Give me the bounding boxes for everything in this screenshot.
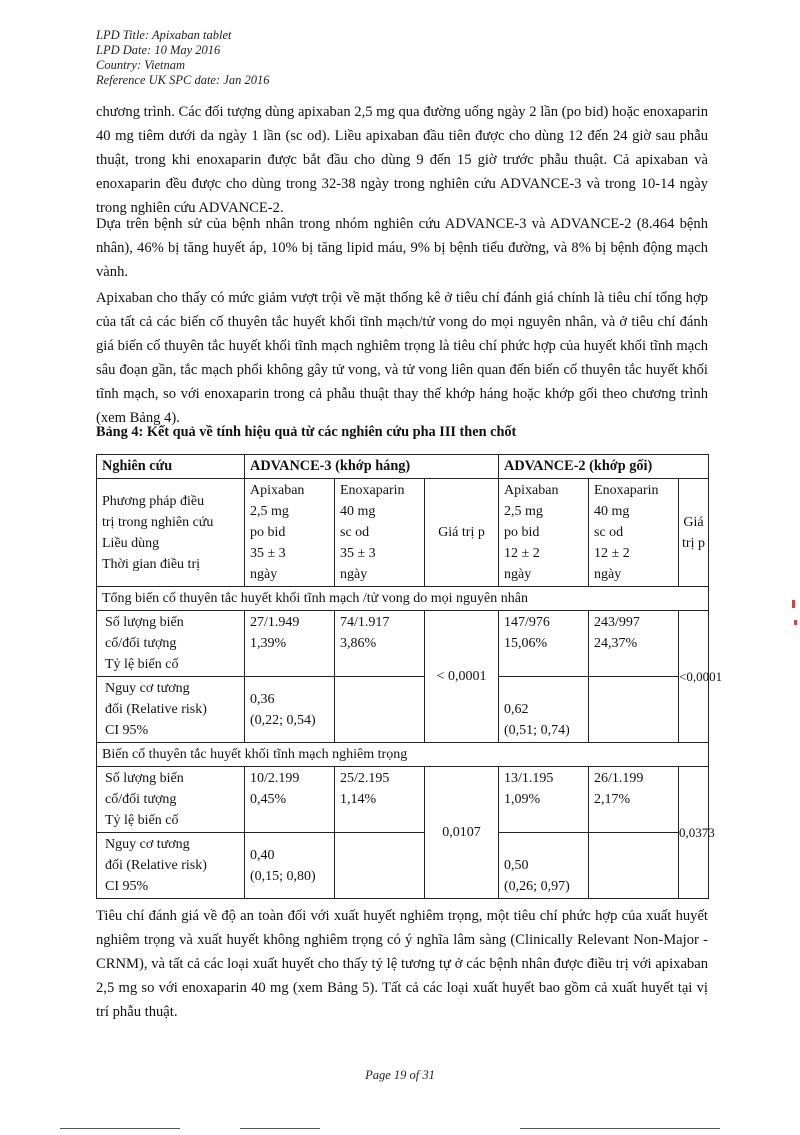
- relative-risk-label: Nguy cơ tương đối (Relative risk) CI 95%: [97, 833, 245, 899]
- section-row-total-vte: [97, 587, 709, 611]
- paragraph-safety: Tiêu chí đánh giá về độ an toàn đối với xuất huyết nghiêm trọng, một tiêu chí phức hợp của xuất huyết nghiêm trọng và xuất huyết không nghiêm trọng có ý nghĩa lâm sàng (Clinically Relevant Non-Major - CRNM), và tất cả các loại xuất huyết cho thấy tỷ lệ tương tự ở các bệnh nhân được điều trị với apixaban 2,5 mg so với enoxaparin 40 mg (xem Bảng 5). Tất cả các loại xuất huyết bao gồm cả xuất huyết tại vị trí phẫu thuật.: [96, 908, 708, 1020]
- scan-margin-mark: [792, 600, 795, 608]
- s2-adv3-apixaban-events: 10/2.199 0,45%: [245, 767, 335, 833]
- adv2-pvalue-label: Giá trị p: [679, 479, 709, 587]
- s1-adv3-enoxaparin-events: 74/1.917 3,86%: [335, 611, 425, 677]
- s1-adv3-relative-risk: 0,36 (0,22; 0,54): [245, 677, 335, 743]
- events-label: Số lượng biến cố/đối tượng Tỷ lệ biến cố: [97, 767, 245, 833]
- page-number: Page 19 of 31: [365, 1068, 435, 1082]
- s2-adv3-enoxaparin-events: 25/2.195 1,14%: [335, 767, 425, 833]
- s2-adv2-pvalue: 0,0373: [679, 767, 709, 899]
- s1-adv2-empty: [589, 677, 679, 743]
- header-advance-2: ADVANCE-2 (khớp gối): [499, 455, 709, 479]
- paragraph-efficacy-results: Apixaban cho thấy có mức giảm vượt trội về mặt thống kê ở tiêu chí đánh giá chính là tiêu chí tổng hợp của tất cả các biến cố thuyên tắc huyết khối tĩnh mạch/tử vong do mọi nguyên nhân, và ở tiêu chí đánh giá biến cố thuyên tắc huyết khối tĩnh mạch nghiêm trọng là tiêu chí phức hợp của huyết khối tĩnh mạch sâu đoạn gần, tắc mạch phổi không gây tử vong, và tử vong liên quan đến biến cố thuyên tắc huyết khối tĩnh mạch, so với enoxaparin trong cả phẫu thuật thay thế khớp háng hoặc khớp gối theo chương trình (xem Bảng 4).: [96, 290, 708, 426]
- s2-adv2-apixaban-events: 13/1.195 1,09%: [499, 767, 589, 833]
- header-title: LPD Title: Apixaban tablet: [96, 28, 232, 42]
- adv3-apixaban-regimen: Apixaban 2,5 mg po bid 35 ± 3 ngày: [245, 479, 335, 587]
- adv3-enoxaparin-regimen: Enoxaparin 40 mg sc od 35 ± 3 ngày: [335, 479, 425, 587]
- s1-adv2-enoxaparin-events: 243/997 24,37%: [589, 611, 679, 677]
- s1-adv3-apixaban-events: 27/1.949 1,39%: [245, 611, 335, 677]
- table-header-row: [97, 455, 709, 479]
- section-row-major-vte: [97, 743, 709, 767]
- s2-adv2-relative-risk: 0,50 (0,26; 0,97): [499, 833, 589, 899]
- header-study: Nghiên cứu: [97, 455, 245, 479]
- paragraph-patient-history: Dựa trên bệnh sử của bệnh nhân trong nhóm nghiên cứu ADVANCE-3 và ADVANCE-2 (8.464 bệnh nhân), 46% bị tăng huyết áp, 10% bị tăng lipid máu, 9% bị bệnh tiểu đường, và 8% bị bệnh động mạch vành.: [96, 216, 708, 280]
- table-caption: Bảng 4: Kết quả về tính hiệu quả từ các nghiên cứu pha III then chốt: [96, 424, 517, 440]
- section-major-vte-title: Biến cố thuyên tắc huyết khối tĩnh mạch nghiêm trọng: [97, 743, 709, 767]
- scan-edge-line: [240, 1128, 320, 1129]
- adv2-enoxaparin-regimen: Enoxaparin 40 mg sc od 12 ± 2 ngày: [589, 479, 679, 587]
- s2-adv3-relative-risk: 0,40 (0,15; 0,80): [245, 833, 335, 899]
- s1-adv2-apixaban-events: 147/976 15,06%: [499, 611, 589, 677]
- scan-edge-line: [60, 1128, 180, 1129]
- s1-adv3-empty: [335, 677, 425, 743]
- table-row-relative-risk: [97, 677, 709, 743]
- paragraph-study-design: chương trình. Các đối tượng dùng apixaban 2,5 mg qua đường uống ngày 2 lần (po bid) hoặc enoxaparin 40 mg tiêm dưới da ngày 1 lần (sc od). Liều apixaban đầu tiên được cho dùng 12 đến 24 giờ sau phẫu thuật, trong khi enoxaparin được bắt đầu cho dùng 9 đến 15 giờ trước phẫu thuật. Cả apixaban và enoxaparin đều được cho dùng trong 32-38 ngày trong nghiên cứu ADVANCE-3 và trong 10-14 ngày trong nghiên cứu ADVANCE-2.: [96, 104, 708, 216]
- header-advance-3: ADVANCE-3 (khớp háng): [245, 455, 499, 479]
- document-header: [96, 28, 269, 88]
- s1-adv2-relative-risk: 0,62 (0,51; 0,74): [499, 677, 589, 743]
- events-label: Số lượng biến cố/đối tượng Tỷ lệ biến cố: [97, 611, 245, 677]
- s2-adv3-pvalue: 0,0107: [425, 767, 499, 899]
- s1-adv2-pvalue: <0,0001: [679, 611, 709, 743]
- s2-adv2-enoxaparin-events: 26/1.199 2,17%: [589, 767, 679, 833]
- s2-adv3-empty: [335, 833, 425, 899]
- adv2-apixaban-regimen: Apixaban 2,5 mg po bid 12 ± 2 ngày: [499, 479, 589, 587]
- table-row-relative-risk: [97, 833, 709, 899]
- table-row-events: [97, 611, 709, 677]
- header-reference: Reference UK SPC date: Jan 2016: [96, 73, 270, 87]
- s2-adv2-empty: [589, 833, 679, 899]
- relative-risk-label: Nguy cơ tương đối (Relative risk) CI 95%: [97, 677, 245, 743]
- scan-edge-line: [520, 1128, 720, 1129]
- table-row-method: [97, 479, 709, 587]
- header-country: Country: Vietnam: [96, 58, 185, 72]
- method-label: Phương pháp điều trị trong nghiên cứu Liều dùng Thời gian điều trị: [97, 479, 245, 587]
- adv3-pvalue-label: Giá trị p: [425, 479, 499, 587]
- table-row-events: [97, 767, 709, 833]
- efficacy-table: [96, 454, 723, 899]
- s1-adv3-pvalue: < 0,0001: [425, 611, 499, 743]
- scan-margin-mark: [794, 620, 797, 625]
- header-date: LPD Date: 10 May 2016: [96, 43, 221, 57]
- section-total-vte-title: Tổng biến cố thuyên tắc huyết khối tĩnh mạch /tử vong do mọi nguyên nhân: [97, 587, 709, 611]
